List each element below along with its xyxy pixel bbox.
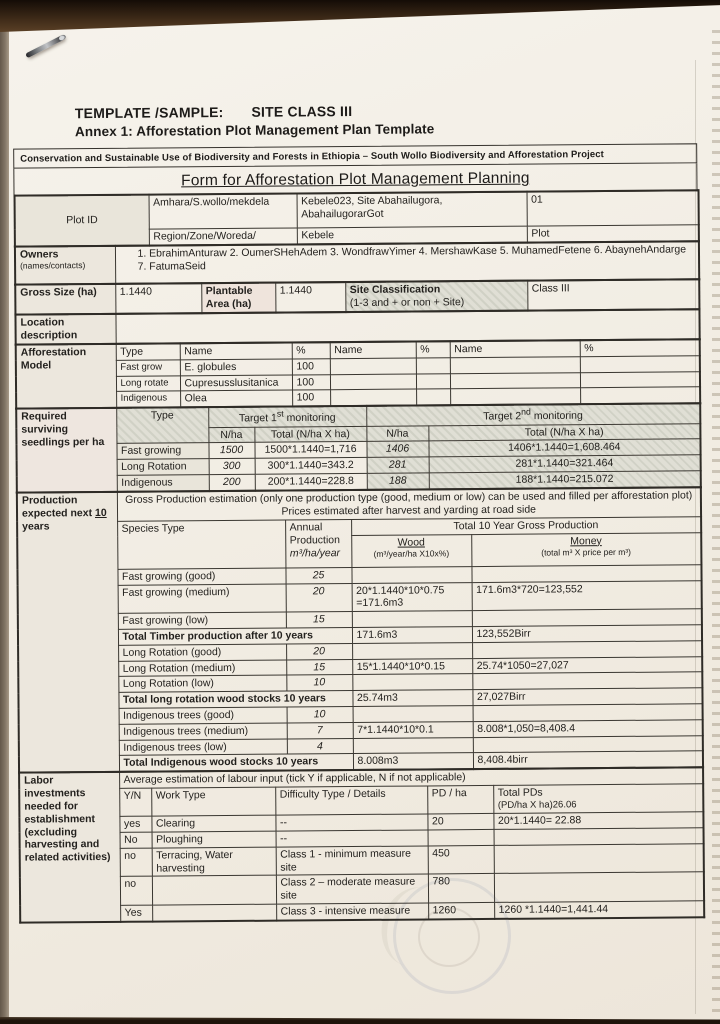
- seedlings-nha1-cell: 200: [209, 475, 255, 492]
- model-type-cell: Long rotate: [116, 375, 180, 391]
- wood-cell: [352, 611, 472, 628]
- money-cell: [473, 735, 703, 753]
- worktype-cell: [152, 875, 276, 905]
- owners-label: Owners: [19, 248, 59, 261]
- total-timber-money-cell: 123,552Birr: [472, 625, 702, 643]
- model-pct-cell: [580, 355, 700, 372]
- difficulty-cell: Class 2 – moderate measure site: [276, 874, 428, 904]
- seedlings-nha2-cell: 188: [367, 473, 429, 490]
- total-header: Total (N/ha X ha): [428, 423, 700, 441]
- species-cell: Fast growing (good): [117, 568, 285, 585]
- nha-header: N/ha: [208, 427, 254, 443]
- model-name-header: Name: [330, 341, 416, 358]
- money-cell: 8.008*1,050=8,408.4: [473, 720, 703, 738]
- species-header: Species Type: [117, 520, 285, 569]
- total-timber-label-cell: Total Timber production after 10 years: [118, 628, 352, 646]
- form-title: Form for Afforestation Plot Management Planning: [181, 169, 530, 190]
- seedlings-type-cell: Long Rotation: [117, 459, 209, 476]
- model-type-cell: Fast grow: [116, 360, 180, 376]
- annual-cell: 20: [286, 643, 352, 659]
- wood-cell: 7*1.1440*10*0.1: [353, 721, 473, 738]
- nha-header: N/ha: [366, 426, 428, 442]
- owners-label-cell: [15, 246, 115, 285]
- pdha-cell: 20: [427, 814, 493, 830]
- money-cell: [473, 704, 703, 722]
- seedlings-type-cell: Fast growing: [116, 443, 208, 460]
- money-cell: [472, 609, 702, 627]
- annex-heading: Annex 1: Afforestation Plot Management Plan Template: [74, 121, 435, 140]
- location-label-cell: Location description: [15, 314, 115, 344]
- wood-cell: [351, 566, 471, 583]
- plot-id-label-cell: Plot ID: [15, 195, 149, 246]
- species-cell: Long Rotation (medium): [118, 660, 286, 677]
- yn-cell: No: [120, 832, 152, 848]
- model-pct-header: %: [580, 339, 700, 356]
- money-cell: 171.6m3*720=123,552: [472, 580, 702, 610]
- scanner-background-bottom: [0, 1014, 720, 1024]
- seedlings-type-header: Type: [116, 407, 208, 443]
- model-pct-cell: 100: [292, 374, 330, 390]
- total-timber-wood-cell: 171.6m3: [352, 627, 472, 644]
- annual-cell: 4: [287, 738, 353, 754]
- model-name-cell: [330, 358, 416, 374]
- money-cell: 25.74*1050=27,027: [472, 656, 702, 674]
- plantable-area-label-cell: Plantable Area (ha): [201, 283, 275, 314]
- seedlings-total1-cell: 1500*1.1440=1,716: [254, 442, 366, 459]
- project-banner: Conservation and Sustainable Use of Biodiversity and Forests in Ethiopia – South Wollo Biodiversity and Afforestation Project: [13, 143, 697, 168]
- total-longrotation-money-cell: 27,027Birr: [472, 688, 702, 706]
- pdha-cell: 780: [428, 874, 494, 903]
- form: [13, 143, 703, 924]
- model-name-cell: Olea: [180, 390, 292, 407]
- wood-cell: [353, 737, 473, 754]
- yn-cell: no: [120, 876, 152, 905]
- total-indigenous-label-cell: Total Indigenous wood stocks 10 years: [119, 754, 353, 772]
- annual-cell: 10: [286, 675, 352, 691]
- pdha-header: PD / ha: [427, 786, 493, 815]
- site-classification-label-cell: [345, 281, 527, 312]
- page-edge-left: [0, 18, 9, 1024]
- seedlings-total2-cell: 1406*1.1440=1,608.464: [428, 439, 700, 457]
- worktype-cell: Ploughing: [152, 831, 276, 848]
- wood-cell: [353, 706, 473, 723]
- worktype-cell: Terracing, Water harvesting: [152, 847, 276, 877]
- model-pct-cell: [416, 389, 450, 406]
- worktype-cell: Clearing: [151, 815, 275, 832]
- kebele-value-cell: Kebele023, Site Abahailugora, AbahailugorarGot: [297, 192, 527, 228]
- model-name-cell: E. globules: [180, 359, 292, 376]
- target2-header: Target 2nd monitoring: [366, 404, 700, 426]
- species-cell: Indigenous trees (low): [119, 739, 287, 756]
- money-cell: [472, 672, 702, 690]
- kebele-label-cell: Kebele: [297, 226, 527, 244]
- production-table: [16, 487, 704, 774]
- model-pct-cell: 100: [292, 390, 330, 407]
- model-pct-header: %: [416, 341, 450, 358]
- document-content: [12, 0, 703, 924]
- plot-number-cell: 01: [527, 191, 699, 226]
- difficulty-cell: --: [276, 830, 428, 847]
- model-label-cell: Afforestation Model: [16, 344, 117, 409]
- species-cell: Long Rotation (low): [118, 675, 286, 692]
- afforestation-model-table: [15, 338, 701, 410]
- difficulty-cell: --: [275, 814, 427, 831]
- annual-cell: 7: [287, 722, 353, 738]
- pdha-cell: 1260: [428, 902, 494, 920]
- total-indigenous-wood-cell: 8.008m3: [353, 753, 473, 770]
- region-value-cell: Amhara/S.wollo/mekdela: [149, 194, 297, 229]
- gross-size-value-cell: 1.1440: [115, 283, 201, 314]
- yn-cell: yes: [119, 816, 151, 832]
- owners-sublabel: (names/contacts): [20, 259, 86, 271]
- model-name-header: Name: [180, 342, 292, 359]
- species-cell: Indigenous trees (good): [119, 707, 287, 724]
- seedlings-total1-cell: 300*1.1440=343.2: [255, 458, 367, 475]
- totalpds-cell: 1260 *1.1440=1,441.44: [494, 901, 704, 920]
- difficulty-cell: Class 3 - intensive measure: [276, 903, 428, 921]
- annual-cell: 15: [286, 612, 352, 628]
- plot-label-cell: Plot: [527, 225, 699, 243]
- totalpds-cell: 20*1.1440= 22.88: [493, 812, 703, 829]
- worktype-cell: [152, 904, 276, 922]
- labor-label-cell: Labor investments needed for establishment (excluding harvesting and related activities): [19, 772, 120, 923]
- model-pct-cell: [416, 373, 450, 389]
- total-indigenous-money-cell: 8,408.4birr: [473, 751, 703, 769]
- model-name-cell: [330, 389, 416, 406]
- wood-cell: [352, 674, 472, 691]
- owners-value-cell: 1. EbrahimAnturaw 2. OumerSHehAdem 3. WondfrawYimer 4. MershawKase 5. MuhamedFetene 6. AbaynehAndarge 7. FatumaSeid: [115, 241, 699, 284]
- totalpds-cell: [494, 844, 704, 874]
- species-cell: Indigenous trees (medium): [119, 723, 287, 740]
- totalpds-cell: [494, 872, 704, 902]
- model-name-cell: [450, 356, 580, 373]
- annual-header: Annual Production m³/ha/year: [285, 520, 351, 568]
- model-type-header: Type: [116, 343, 180, 360]
- species-cell: Fast growing (low): [118, 612, 286, 629]
- difficulty-cell: Class 1 - minimum measure site: [276, 846, 428, 876]
- wood-cell: [352, 642, 472, 659]
- total-header: Total (N/ha X ha): [254, 426, 366, 443]
- total-longrotation-label-cell: Total long rotation wood stocks 10 years: [118, 691, 352, 709]
- pdha-cell: 450: [428, 845, 494, 874]
- labor-table: [18, 767, 705, 924]
- model-pct-cell: 100: [292, 358, 330, 374]
- model-name-cell: [330, 374, 416, 390]
- difficulty-header: Difficulty Type / Details: [275, 786, 427, 815]
- species-cell: Long Rotation (good): [118, 644, 286, 661]
- annual-cell: 15: [286, 659, 352, 675]
- seedlings-type-cell: Indigenous: [117, 475, 209, 492]
- yn-cell: Yes: [120, 905, 152, 922]
- labor-note-cell: Average estimation of labour input (tick Y if applicable, N if not applicable): [119, 768, 703, 789]
- model-pct-cell: [580, 371, 700, 388]
- model-name-header: Name: [450, 340, 580, 357]
- worktype-header: Work Type: [151, 787, 275, 816]
- species-cell: Fast growing (medium): [118, 584, 286, 614]
- region-label-cell: Region/Zone/Woreda/: [149, 228, 297, 245]
- page-edge-right: [712, 30, 720, 1016]
- totalpds-header: Total PDs (PD/ha X ha)26.06: [493, 784, 703, 814]
- model-name-cell: Cupresusslusitanica: [180, 374, 292, 391]
- yn-cell: no: [120, 848, 152, 877]
- seedlings-nha2-cell: 1406: [366, 441, 428, 457]
- seedlings-nha1-cell: 1500: [208, 443, 254, 459]
- yn-header: Y/N: [119, 788, 151, 816]
- money-cell: [472, 641, 702, 659]
- seedlings-total2-cell: 281*1.1440=321.464: [429, 455, 701, 473]
- seedlings-table: [15, 403, 702, 494]
- site-classification-sublabel: (1-3 and + or non + Site): [349, 295, 465, 309]
- model-pct-header: %: [292, 342, 330, 359]
- template-label: TEMPLATE /SAMPLE:: [74, 104, 224, 122]
- wood-cell: 15*1.1440*10*0.15: [352, 658, 472, 675]
- seedlings-nha1-cell: 300: [209, 459, 255, 475]
- seedlings-total1-cell: 200*1.1440=228.8: [255, 474, 367, 491]
- site-classification-value-cell: Class III: [527, 279, 699, 310]
- document-headings: [75, 100, 697, 139]
- template-heading: [75, 100, 697, 121]
- model-type-cell: Indigenous: [116, 391, 180, 408]
- annual-cell: 10: [287, 706, 353, 722]
- plot-id-table: [14, 189, 700, 247]
- pdha-cell: [428, 829, 494, 845]
- model-name-cell: [450, 372, 580, 389]
- annual-cell: 20: [286, 583, 352, 612]
- site-class-value: SITE CLASS III: [251, 103, 353, 120]
- seedlings-total2-cell: 188*1.1440=215.072: [429, 471, 701, 489]
- site-classification-label: Site Classification: [349, 283, 441, 296]
- gross-production-header: Total 10 Year Gross Production: [351, 517, 701, 536]
- money-cell: [471, 565, 701, 583]
- seedlings-label-cell: Required surviving seedlings per ha: [16, 408, 117, 493]
- money-header: Money (total m³ X price per m³): [471, 533, 701, 567]
- totalpds-cell: [494, 828, 704, 845]
- total-longrotation-wood-cell: 25.74m3: [352, 690, 472, 707]
- wood-header: Wood (m³/year/ha X10x%): [351, 534, 471, 567]
- wood-cell: 20*1.1440*10*0.75 =171.6m3: [352, 582, 472, 612]
- gross-size-label-cell: Gross Size (ha): [15, 284, 115, 315]
- model-pct-cell: [416, 357, 450, 373]
- production-note-cell: Gross Production estimation (only one production type (good, medium or low) can be used and filled per afforestation plot) Prices estimated after harvest and yarding at road side: [117, 488, 701, 522]
- production-label-cell: Production expected next 10 years: [17, 492, 119, 773]
- seedlings-nha2-cell: 281: [367, 457, 429, 473]
- annual-cell: 25: [285, 567, 351, 583]
- plantable-area-value-cell: 1.1440: [275, 282, 345, 313]
- target1-header: Target 1st monitoring: [208, 406, 366, 427]
